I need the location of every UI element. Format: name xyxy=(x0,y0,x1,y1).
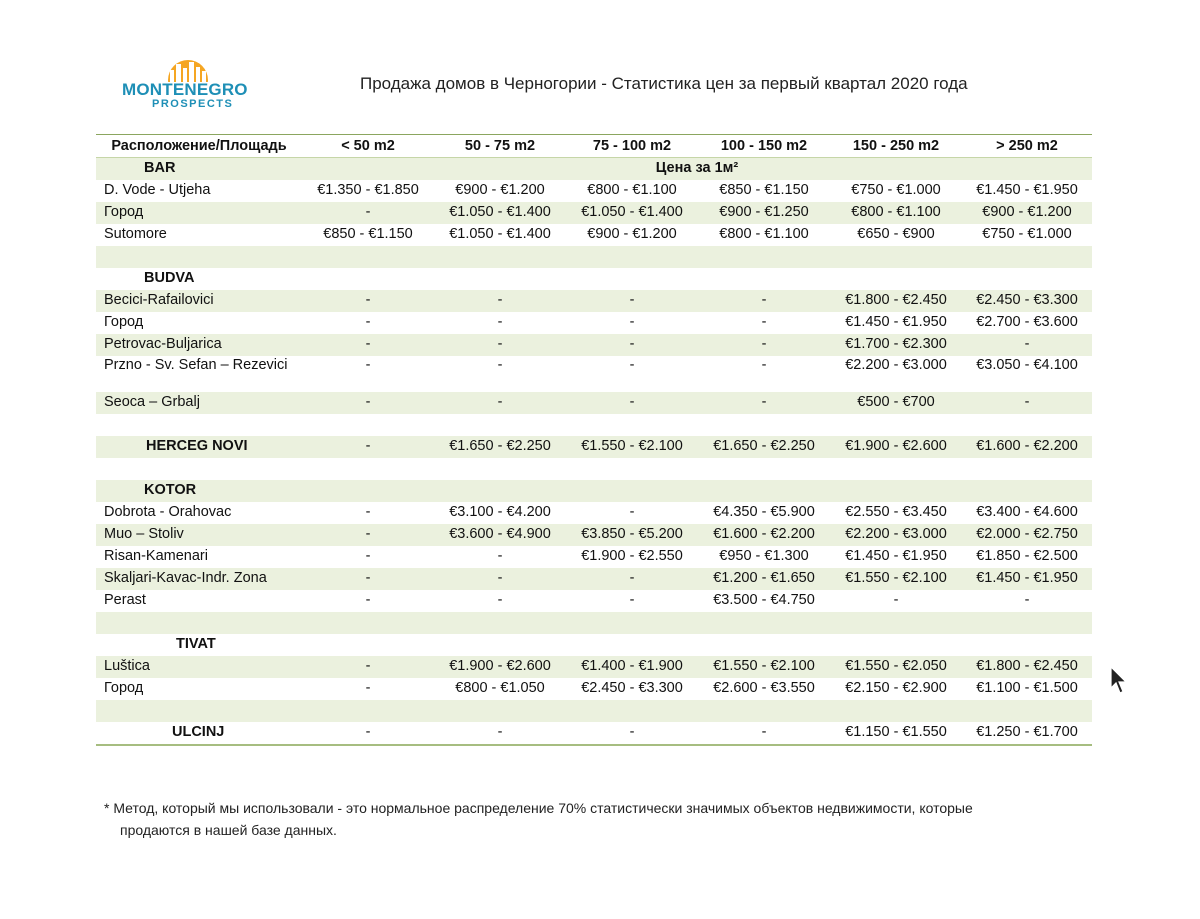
price-cell: €1.900 - €2.600 xyxy=(434,656,566,678)
price-cell: €1.800 - €2.450 xyxy=(962,656,1092,678)
city-name: TIVAT xyxy=(176,636,216,652)
price-cell: - xyxy=(302,202,434,224)
price-cell: - xyxy=(629,504,635,520)
price-cell: €750 - €1.000 xyxy=(982,226,1072,242)
price-cell: - xyxy=(497,592,503,608)
price-cell: - xyxy=(302,436,434,458)
company-logo xyxy=(122,56,262,116)
price-cell: €1.050 - €1.400 xyxy=(566,202,698,224)
price-cell: - xyxy=(302,392,434,414)
price-cell: €1.050 - €1.400 xyxy=(449,226,551,242)
price-cell: €500 - €700 xyxy=(830,392,962,414)
table-header-row xyxy=(96,135,1092,158)
header-size-1: < 50 m2 xyxy=(302,135,434,158)
price-cell: €800 - €1.100 xyxy=(830,202,962,224)
price-cell: €2.200 - €3.000 xyxy=(845,357,947,373)
price-cell: €1.450 - €1.950 xyxy=(845,314,947,330)
price-cell: €1.350 - €1.850 xyxy=(317,182,419,198)
table-row xyxy=(96,524,1092,546)
price-cell: €1.450 - €1.950 xyxy=(962,568,1092,590)
header-size-3: 75 - 100 m2 xyxy=(566,135,698,158)
price-cell: €1.100 - €1.500 xyxy=(976,680,1078,696)
table-row xyxy=(96,180,1092,202)
price-cell: - xyxy=(1024,592,1030,608)
price-cell: €1.650 - €2.250 xyxy=(434,436,566,458)
city-name: BAR xyxy=(96,158,302,181)
price-cell: €3.050 - €4.100 xyxy=(976,357,1078,373)
header-size-2: 50 - 75 m2 xyxy=(434,135,566,158)
price-cell: - xyxy=(365,548,371,564)
table-row xyxy=(96,334,1092,356)
price-cell: €4.350 - €5.900 xyxy=(713,504,815,520)
spacer-row xyxy=(96,414,1092,436)
price-cell: - xyxy=(566,290,698,312)
location-name: Petrovac-Buljarica xyxy=(96,334,302,356)
location-name: Город xyxy=(104,314,144,330)
price-cell: - xyxy=(302,290,434,312)
price-cell: - xyxy=(434,568,566,590)
price-cell: €1.050 - €1.400 xyxy=(434,202,566,224)
city-row-herceg-novi xyxy=(96,436,1092,458)
spacer-row xyxy=(96,612,1092,634)
skyline-sun-icon xyxy=(160,56,216,82)
table-row xyxy=(96,546,1092,568)
price-cell: €1.450 - €1.950 xyxy=(845,548,947,564)
price-cell: - xyxy=(566,334,698,356)
location-name: Muo – Stoliv xyxy=(96,524,302,546)
price-cell: - xyxy=(434,392,566,414)
logo-subtext: PROSPECTS xyxy=(152,98,234,110)
price-cell: €3.500 - €4.750 xyxy=(713,592,815,608)
price-cell: €3.100 - €4.200 xyxy=(449,504,551,520)
price-cell: €800 - €1.100 xyxy=(719,226,809,242)
price-cell: €2.450 - €3.300 xyxy=(581,680,683,696)
table-row xyxy=(96,678,1092,700)
price-cell: €1.450 - €1.950 xyxy=(976,182,1078,198)
city-name: KOTOR xyxy=(96,480,302,502)
location-name: Город xyxy=(104,680,144,696)
header-size-5: 150 - 250 m2 xyxy=(830,135,962,158)
location-name: Sutomore xyxy=(104,226,167,242)
city-name: BUDVA xyxy=(144,270,195,286)
price-cell: €650 - €900 xyxy=(857,226,935,242)
price-cell: €1.400 - €1.900 xyxy=(566,656,698,678)
table-row xyxy=(96,568,1092,590)
table-row xyxy=(96,656,1092,678)
price-table xyxy=(96,134,1092,746)
price-cell: €1.900 - €2.550 xyxy=(581,548,683,564)
price-cell: €3.400 - €4.600 xyxy=(976,504,1078,520)
location-name: D. Vode - Utjeha xyxy=(104,182,211,198)
price-cell: - xyxy=(365,504,371,520)
price-cell: €900 - €1.200 xyxy=(587,226,677,242)
price-cell: €750 - €1.000 xyxy=(851,182,941,198)
price-cell: - xyxy=(365,592,371,608)
city-row-budva xyxy=(96,268,1092,290)
price-cell: - xyxy=(302,656,434,678)
table-row xyxy=(96,202,1092,224)
price-cell: - xyxy=(497,548,503,564)
spacer-row xyxy=(96,458,1092,480)
price-cell: - xyxy=(365,680,371,696)
footnote xyxy=(104,797,1104,841)
price-cell: €1.900 - €2.600 xyxy=(830,436,962,458)
header-location: Расположение/Площадь xyxy=(96,135,302,158)
price-cell: - xyxy=(302,334,434,356)
location-name: Skaljari-Kavac-Indr. Zona xyxy=(96,568,302,590)
price-cell: €2.700 - €3.600 xyxy=(976,314,1078,330)
price-cell: €850 - €1.150 xyxy=(323,226,413,242)
footnote-line-1: * Метод, который мы использовали - это нормальное распределение 70% статистически значимых объектов недвижимости, которые xyxy=(104,800,973,816)
price-cell: - xyxy=(629,357,635,373)
footnote-line-2: продаются в нашей базе данных. xyxy=(120,822,337,838)
location-name: Luštica xyxy=(96,656,302,678)
city-name: HERCEG NOVI xyxy=(96,436,302,458)
price-cell: - xyxy=(629,314,635,330)
price-cell: - xyxy=(629,724,635,740)
location-name: Becici-Rafailovici xyxy=(96,290,302,312)
price-cell: €2.600 - €3.550 xyxy=(713,680,815,696)
price-cell: €900 - €1.200 xyxy=(455,182,545,198)
price-cell: €1.200 - €1.650 xyxy=(698,568,830,590)
price-cell: - xyxy=(365,314,371,330)
table-row xyxy=(96,312,1092,334)
page-title: Продажа домов в Черногории - Статистика цен за первый квартал 2020 года xyxy=(360,74,968,93)
price-cell: - xyxy=(962,392,1092,414)
price-cell: €1.800 - €2.450 xyxy=(830,290,962,312)
price-cell: €800 - €1.050 xyxy=(455,680,545,696)
location-name: Risan-Kamenari xyxy=(104,548,208,564)
price-cell: €1.550 - €2.100 xyxy=(566,436,698,458)
price-cell: - xyxy=(893,592,899,608)
price-cell: - xyxy=(434,290,566,312)
price-cell: €1.550 - €2.050 xyxy=(830,656,962,678)
spacer-row xyxy=(96,700,1092,722)
location-name: Город xyxy=(96,202,302,224)
price-cell: €2.450 - €3.300 xyxy=(962,290,1092,312)
price-cell: €900 - €1.200 xyxy=(962,202,1092,224)
price-cell: - xyxy=(434,334,566,356)
price-cell: - xyxy=(365,724,371,740)
price-cell: €1.250 - €1.700 xyxy=(976,724,1078,740)
logo-text: MONTENEGRO xyxy=(122,80,248,99)
price-cell: - xyxy=(761,357,767,373)
price-cell: €2.000 - €2.750 xyxy=(962,524,1092,546)
table-row xyxy=(96,392,1092,414)
table-row xyxy=(96,590,1092,612)
price-cell: €1.850 - €2.500 xyxy=(976,548,1078,564)
price-cell: €2.200 - €3.000 xyxy=(830,524,962,546)
price-cell: - xyxy=(566,568,698,590)
price-cell: €2.150 - €2.900 xyxy=(845,680,947,696)
location-name: Przno - Sv. Sefan – Rezevici xyxy=(104,357,288,373)
table-row xyxy=(96,502,1092,524)
price-cell: €2.550 - €3.450 xyxy=(845,504,947,520)
city-row-ulcinj xyxy=(96,722,1092,745)
price-cell: - xyxy=(302,568,434,590)
mouse-pointer-icon xyxy=(1110,666,1128,701)
price-cell: €3.850 - €5.200 xyxy=(566,524,698,546)
price-cell: - xyxy=(629,592,635,608)
price-cell: €950 - €1.300 xyxy=(719,548,809,564)
table-row xyxy=(96,224,1092,246)
price-cell: - xyxy=(497,357,503,373)
price-cell: €1.600 - €2.200 xyxy=(962,436,1092,458)
price-cell: - xyxy=(302,524,434,546)
city-row-tivat xyxy=(96,634,1092,656)
price-cell: - xyxy=(761,314,767,330)
price-cell: €1.550 - €2.100 xyxy=(698,656,830,678)
city-name: ULCINJ xyxy=(172,724,225,740)
unit-label: Цена за 1м² xyxy=(302,158,1092,181)
location-name: Seoca – Grbalj xyxy=(96,392,302,414)
price-cell: €1.600 - €2.200 xyxy=(698,524,830,546)
table-row xyxy=(96,356,1092,392)
price-cell: €1.700 - €2.300 xyxy=(830,334,962,356)
price-cell: €800 - €1.100 xyxy=(587,182,677,198)
price-cell: - xyxy=(497,314,503,330)
price-cell: €1.650 - €2.250 xyxy=(698,436,830,458)
price-cell: - xyxy=(698,290,830,312)
price-cell: - xyxy=(365,357,371,373)
price-cell: €1.150 - €1.550 xyxy=(845,724,947,740)
price-cell: €1.550 - €2.100 xyxy=(830,568,962,590)
city-row-bar xyxy=(96,158,1092,181)
price-cell: - xyxy=(698,392,830,414)
price-cell: - xyxy=(497,724,503,740)
price-cell: - xyxy=(698,334,830,356)
header-size-4: 100 - 150 m2 xyxy=(698,135,830,158)
location-name: Perast xyxy=(104,592,146,608)
spacer-row xyxy=(96,246,1092,268)
price-cell: - xyxy=(566,392,698,414)
header-size-6: > 250 m2 xyxy=(962,135,1092,158)
city-row-kotor xyxy=(96,480,1092,502)
price-cell: - xyxy=(962,334,1092,356)
location-name: Dobrota - Orahovac xyxy=(104,504,232,520)
price-cell: €3.600 - €4.900 xyxy=(434,524,566,546)
price-cell: €900 - €1.250 xyxy=(698,202,830,224)
price-cell: - xyxy=(761,724,767,740)
table-row xyxy=(96,290,1092,312)
price-cell: €850 - €1.150 xyxy=(719,182,809,198)
